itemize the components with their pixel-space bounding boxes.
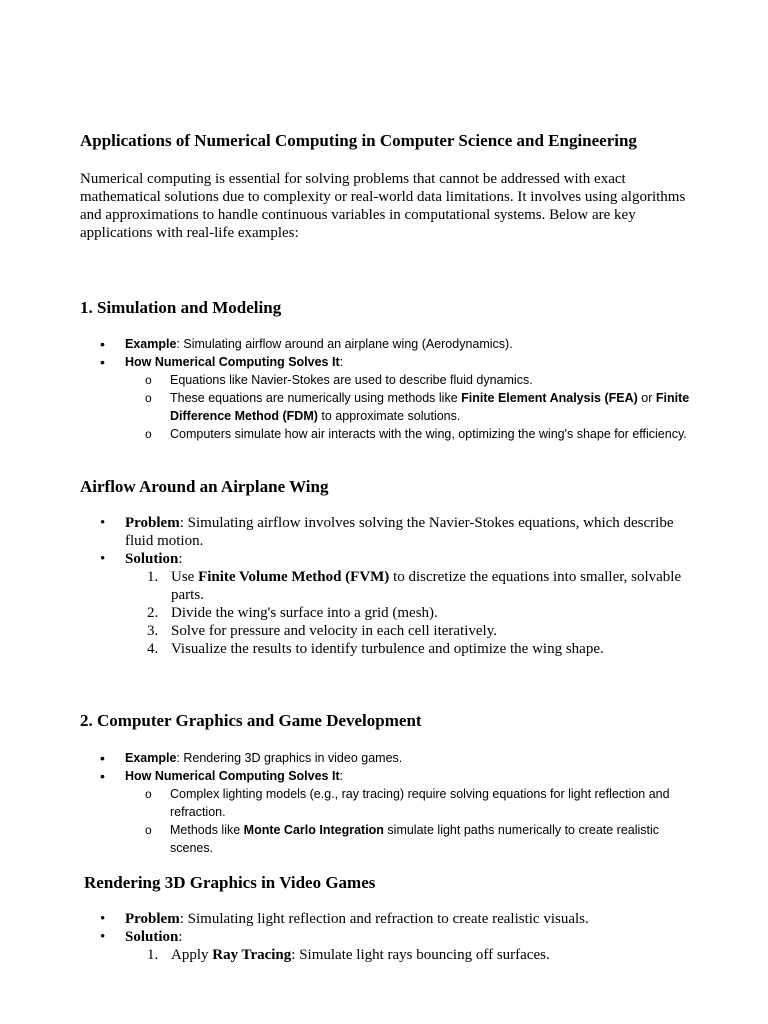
sub-list (145, 371, 690, 443)
section2-heading: 2. Computer Graphics and Game Development (80, 711, 422, 730)
list-item (100, 353, 690, 443)
bullet: • (100, 515, 106, 531)
list-item (100, 910, 700, 928)
step-text: Use (171, 569, 199, 585)
sub-item-text: or (637, 391, 656, 405)
section1-heading: 1. Simulation and Modeling (80, 298, 282, 317)
rendering-list (100, 910, 700, 964)
sub-bullet: o (145, 373, 152, 387)
step-number: 4. (147, 641, 159, 657)
bullet: • (100, 911, 106, 927)
sub-bullet: o (145, 391, 152, 405)
sub-list-item (145, 785, 690, 821)
sub-bullet: o (145, 427, 152, 441)
example-label: Example (125, 337, 177, 351)
airflow-heading: Airflow Around an Airplane Wing (80, 477, 329, 496)
airflow-list (100, 514, 700, 658)
example-label: Example (125, 751, 177, 765)
list-item (100, 550, 700, 658)
sub-list (145, 785, 690, 857)
problem-label: Problem (125, 911, 180, 927)
step-text: Apply (171, 947, 213, 963)
problem-text: : Simulating airflow involves solving the Navier-Stokes equations, which describe fluid motion. (125, 515, 674, 549)
how-label: How Numerical Computing Solves It (125, 355, 340, 369)
step-item (145, 946, 701, 964)
bullet: • (100, 768, 105, 784)
list-item (100, 767, 690, 857)
sub-item-text: simulate light paths numerically to create realistic scenes. (170, 823, 660, 855)
bullet: • (100, 551, 106, 567)
problem-text: : Simulating light reflection and refraction to create realistic visuals. (179, 911, 589, 927)
problem-label: Problem (125, 515, 180, 531)
step-item (145, 604, 701, 622)
list-item (100, 335, 690, 353)
sub-list-item (145, 371, 690, 389)
section1-list (100, 335, 690, 443)
bullet: • (100, 929, 106, 945)
term-fdm: Finite Difference Method (FDM) (170, 391, 690, 423)
section2-list (100, 749, 690, 857)
example-text: : Rendering 3D graphics in video games. (176, 751, 403, 765)
step-number: 1. (147, 569, 159, 585)
steps-list (145, 946, 700, 964)
colon: : (339, 355, 344, 369)
bullet: • (100, 354, 105, 370)
sub-item-text: Equations like Navier-Stokes are used to describe fluid dynamics. (170, 373, 533, 387)
term-ray-tracing: Ray Tracing (212, 947, 292, 963)
sub-item-text: to approximate solutions. (317, 409, 461, 423)
sub-item-text: Methods like (170, 823, 244, 837)
bullet: • (100, 750, 105, 766)
list-item (100, 514, 700, 550)
colon: : (339, 769, 344, 783)
sub-item-text: Complex lighting models (e.g., ray tracing) require solving equations for light reflection and refraction. (170, 787, 670, 819)
step-number: 3. (147, 623, 159, 639)
solution-label: Solution (125, 929, 179, 945)
rendering-heading: Rendering 3D Graphics in Video Games (84, 873, 376, 892)
sub-item-text: These equations are numerically using methods like (170, 391, 462, 405)
step-number: 2. (147, 605, 159, 621)
term-fvm: Finite Volume Method (FVM) (198, 569, 390, 585)
step-item (145, 622, 701, 640)
term-monte-carlo: Monte Carlo Integration (243, 823, 384, 837)
step-text: Solve for pressure and velocity in each cell iteratively. (171, 623, 497, 639)
step-text: Divide the wing's surface into a grid (mesh). (171, 605, 438, 621)
how-label: How Numerical Computing Solves It (125, 769, 340, 783)
solution-label: Solution (125, 551, 179, 567)
sub-list-item (145, 425, 690, 443)
list-item (100, 928, 700, 964)
colon: : (178, 929, 183, 945)
step-text: to discretize the equations into smaller, solvable parts. (171, 569, 682, 603)
intro-paragraph: Numerical computing is essential for solving problems that cannot be addressed with exact mathematical solutions due to complexity or real-world data limitations. It involves using algorithms and approximations to handle continuous variables in computational systems. Below are key applications with real-life examples: (80, 171, 686, 241)
sub-list-item (145, 389, 690, 425)
step-item (145, 568, 701, 604)
sub-bullet: o (145, 823, 152, 837)
step-text: Visualize the results to identify turbulence and optimize the wing shape. (171, 641, 604, 657)
step-text: : Simulate light rays bouncing off surfaces. (291, 947, 550, 963)
steps-list (145, 568, 700, 658)
example-text: : Simulating airflow around an airplane wing (Aerodynamics). (176, 337, 513, 351)
sub-list-item (145, 821, 690, 857)
document-title: Applications of Numerical Computing in Computer Science and Engineering (80, 131, 637, 150)
term-fea: Finite Element Analysis (FEA) (461, 391, 638, 405)
step-item (145, 640, 701, 658)
step-number: 1. (147, 947, 159, 963)
sub-bullet: o (145, 787, 152, 801)
colon: : (178, 551, 183, 567)
sub-item-text: Computers simulate how air interacts with the wing, optimizing the wing's shape for efficiency. (170, 427, 687, 441)
list-item (100, 749, 690, 767)
bullet: • (100, 336, 105, 352)
